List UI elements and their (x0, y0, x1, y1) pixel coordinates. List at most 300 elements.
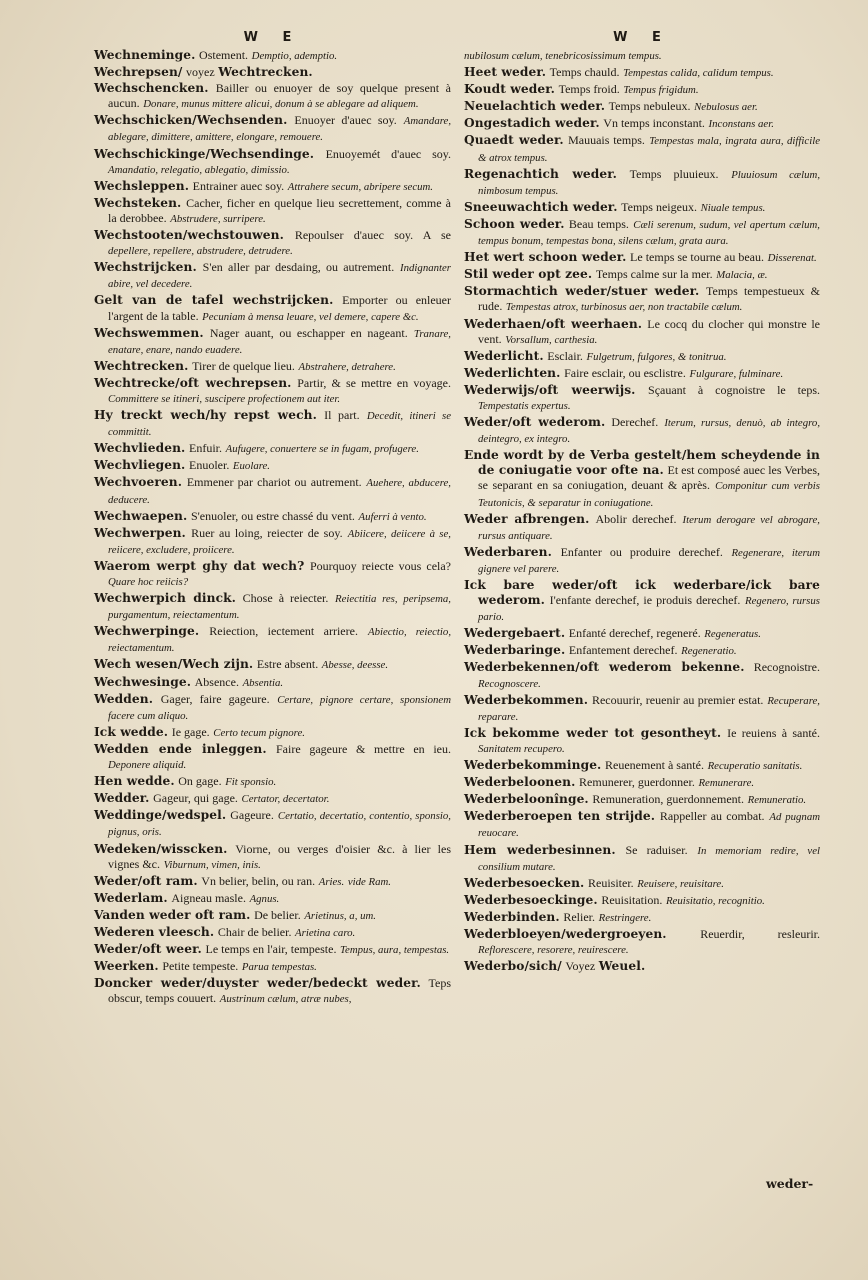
french-gloss: I'enfante derechef, ie produis derechef. (549, 593, 741, 608)
dictionary-entry (464, 660, 820, 691)
dictionary-entry (94, 458, 451, 474)
dictionary-entry (94, 147, 451, 178)
latin-gloss: Amandare, ablegare, dimittere, amittere, elongare, remouere. (108, 115, 452, 144)
latin-gloss: Disserenat. (767, 252, 817, 265)
headword: Sneeuwachtich weder. (464, 199, 618, 214)
latin-gloss: Restringere. (598, 911, 652, 924)
latin-gloss: Parua tempestas. (241, 961, 317, 974)
headword: Wederbekomminge. (464, 758, 602, 773)
dictionary-entry (464, 512, 820, 544)
headword: Hy treckt wech/hy repst wech. (94, 408, 317, 423)
headword: Wechsteken. (94, 195, 182, 210)
french-gloss: Temps froid. (558, 82, 620, 97)
french-gloss: Ie reuiens à santé. (727, 725, 821, 740)
french-gloss: Ie gage. (171, 724, 210, 739)
french-gloss: Reuisiter. (587, 875, 634, 890)
headword: Quaedt weder. (464, 133, 564, 148)
latin-gloss: Componitur cum verbis Teutonicis, & separatur in coniugatione. (478, 480, 820, 509)
headword: Wedder. (94, 791, 150, 806)
dictionary-entry (94, 908, 451, 924)
dictionary-entry (94, 742, 451, 773)
latin-gloss: Aries. (318, 875, 345, 888)
french-gloss: Remunerer, guerdonner. (579, 775, 695, 790)
headword: Wechstrijcken. (94, 260, 197, 275)
latin-gloss: Inconstans aer. (708, 118, 774, 131)
headword: Vanden weder oft ram. (94, 907, 251, 922)
french-gloss: Bailler ou enuoyer de soy quelque present à aucun. (108, 81, 452, 111)
headword: Wederbaren. (464, 544, 552, 559)
latin-gloss: Reuisere, reuisitare. (637, 877, 724, 890)
dictionary-entry (94, 808, 451, 840)
headword: Gelt van de tafel wechstrijcken. (94, 293, 334, 308)
latin-gloss: Remunerare. (698, 777, 755, 790)
dictionary-entry (94, 591, 451, 623)
latin-gloss: Abstrudere, surripere. (170, 212, 266, 225)
latin-gloss: Donare, munus mittere alicui, donum à se ablegare ad aliquem. (143, 98, 419, 111)
dictionary-entry (464, 167, 820, 199)
latin-gloss: Niuale tempus. (700, 201, 766, 214)
latin-gloss: nubilosum cælum, tenebricosissimum tempus. (464, 50, 662, 62)
headword: Hem wederbesinnen. (464, 842, 616, 857)
latin-gloss: Quare hoc reiicis? (108, 576, 189, 588)
headword: Wederbesoecken. (464, 875, 585, 890)
dictionary-entry (94, 725, 451, 741)
latin-gloss: Recuperatio sanitatis. (707, 760, 803, 773)
headword: Wederbeloonînge. (464, 792, 589, 807)
dictionary-entry (464, 267, 820, 283)
dictionary-entry (94, 65, 451, 80)
headword: Wedden ende inleggen. (94, 741, 267, 756)
headword: Weder/oft weer. (94, 942, 202, 957)
latin-gloss: Iterum, rursus, denuò, ab integro, deintegro, ex integro. (478, 417, 821, 446)
french-gloss: Le cocq du clocher qui monstre le vent. (478, 316, 820, 346)
latin-gloss: Certare, pignore certare, sponsionem facere cum aliquo. (108, 693, 451, 722)
french-gloss: Pourquoy reiecte vous cela? (310, 558, 452, 573)
headword: Wederbesoeckinge. (464, 892, 598, 907)
headword: Wechvoeren. (94, 475, 183, 490)
latin-gloss: Cæli serenum, sudum, vel apertum cælum, tempus bonum, tempestas bona, silens cælum, grata aura. (478, 218, 821, 248)
headword: Wechwesinge. (94, 674, 192, 689)
french-gloss: Et est composé auec les Verbes, se separant en sa coniugation, deuant & après. (478, 463, 820, 493)
dictionary-entry (464, 809, 820, 841)
dictionary-entry (464, 643, 820, 659)
dictionary-entry (464, 116, 820, 132)
dictionary-entry (94, 293, 451, 324)
headword: Wederlicht. (464, 348, 544, 363)
french-gloss: Absence. (194, 674, 239, 689)
dictionary-entry (464, 448, 820, 510)
headword: Wederbekennen/oft wederom bekenne. (464, 660, 745, 675)
dictionary-entry (464, 792, 820, 808)
dictionary-entry (94, 925, 451, 941)
dictionary-entry (464, 758, 820, 774)
french-gloss: Le temps en l'air, tempeste. (205, 942, 337, 957)
latin-gloss: Indignanter abire, vel decedere. (108, 262, 452, 291)
french-gloss: On gage. (178, 774, 222, 789)
dictionary-entry (464, 726, 820, 757)
dictionary-entry (464, 65, 820, 81)
headword: Wederbaringe. (464, 643, 566, 658)
headword: Wederbloeyen/wedergroeyen. (464, 926, 667, 941)
french-gloss: Le temps se tourne au beau. (630, 250, 764, 265)
latin-gloss: Demptio, ademptio. (251, 50, 338, 62)
headword: Wechrepsen/ (94, 65, 183, 80)
french-gloss: Entrainer auec soy. (192, 178, 285, 193)
latin-gloss: Regeneratus. (704, 628, 761, 641)
french-gloss: Nager auant, ou eschapper en nageant. (209, 325, 408, 340)
latin-gloss: Reiectitia res, peripsema, purgamentum, reiectamentum. (108, 593, 451, 622)
headword: Weder afbrengen. (464, 511, 590, 526)
french-gloss: Partir, & se mettre en voyage. (297, 375, 451, 390)
dictionary-entry (464, 217, 820, 249)
headword: Wederwijs/oft weerwijs. (464, 382, 636, 397)
headword: Ick bekomme weder tot gesontheyt. (464, 725, 722, 740)
french-gloss: Gageur, qui gage. (153, 791, 238, 806)
latin-gloss: Certator, decertator. (241, 793, 330, 806)
latin-gloss: Tempus, aura, tempestas. (340, 944, 450, 957)
headword: Wederbeloonen. (464, 775, 576, 790)
latin-gloss: Tempestas atrox, turbinosus aer, non tractabile cælum. (505, 301, 743, 314)
headword: Wechtrecken. (94, 358, 189, 373)
latin-gloss: Nebulosus aer. (694, 101, 758, 114)
latin-gloss: Arietina caro. (295, 926, 356, 939)
latin-gloss: Recuperare, reparare. (478, 694, 820, 723)
latin-gloss: Tranare, enatare, enare, nando euadere. (108, 327, 452, 356)
dictionary-entry (464, 383, 820, 414)
french-gloss: S'en aller par desdaing, ou autrement. (202, 260, 395, 275)
headword: Ick wedde. (94, 724, 169, 739)
latin-gloss: Tempestatis expertus. (478, 399, 571, 412)
dictionary-entry (464, 959, 820, 974)
french-gloss: Vn temps inconstant. (603, 116, 705, 131)
dictionary-entry (94, 441, 451, 457)
headword: Neuelachtich weder. (464, 99, 606, 114)
dictionary-entry (464, 48, 820, 64)
latin-gloss: Auferri à vento. (358, 510, 427, 523)
left-entries (94, 48, 451, 1007)
french-gloss: Voyez (565, 959, 596, 974)
headword: Ongestadich weder. (464, 116, 600, 131)
french-gloss: Temps calme sur la mer. (595, 267, 713, 282)
dictionary-entry (464, 876, 820, 892)
headword: Wech wesen/Wech zijn. (94, 657, 254, 672)
dictionary-entry (464, 693, 820, 725)
dictionary-entry (94, 891, 451, 907)
headword: Wechtrecke/oft wechrepsen. (94, 375, 292, 390)
headword: Wechstooten/wechstouwen. (94, 228, 284, 243)
latin-gloss: depellere, repellere, abstrudere, detrudere. (108, 245, 293, 258)
dictionary-entry (94, 774, 451, 790)
headword: Stil weder opt zee. (464, 267, 593, 282)
headword: Wederen vleesch. (94, 924, 215, 939)
french-gloss: Enfantement derechef. (568, 643, 678, 658)
right-column (464, 30, 820, 975)
french-gloss: Estre absent. (256, 657, 319, 672)
headword: Wechwerpich dinck. (94, 591, 237, 606)
french-gloss: Temps pluuieux. (629, 166, 719, 181)
dictionary-entry (464, 317, 820, 348)
french-gloss: Enfanté derechef, regeneré. (568, 626, 701, 641)
dictionary-entry (464, 366, 820, 382)
french-gloss: Sçauant à cognoistre le teps. (648, 382, 820, 397)
french-gloss: Remuneration, guerdonnement. (592, 792, 744, 807)
dictionary-entry (94, 692, 451, 724)
french-gloss: De belier. (254, 907, 301, 922)
latin-gloss: In memoriam redire, vel consilium mutare. (478, 844, 820, 873)
latin-gloss: Pluuiosum cælum, nimbosum tempus. (478, 168, 821, 197)
dictionary-entry (464, 200, 820, 216)
dictionary-entry (94, 842, 451, 873)
dictionary-entry (94, 196, 451, 227)
dictionary-entry (94, 359, 451, 375)
headword: Wechschencken. (94, 81, 209, 96)
headword: Ende wordt by de Verba gestelt/hem scheydende in de coniugatie voor ofte na. (464, 448, 820, 478)
latin-gloss: Euolare. (232, 460, 271, 473)
latin-gloss: Amandatio, relegatio, ablegatio, dimissio. (108, 163, 290, 176)
latin-gloss: Fulgurare, fulminare. (689, 367, 784, 380)
dictionary-entry (464, 775, 820, 791)
headword: Wedergebaert. (464, 626, 566, 641)
french-gloss: Recognoistre. (753, 660, 821, 675)
left-column-header: W E (243, 30, 302, 45)
headword: Heet weder. (464, 65, 547, 80)
dictionary-entry (464, 893, 820, 909)
french-gloss: Reiection, iectement arriere. (209, 624, 358, 639)
french-gloss: Petite tempeste. (162, 959, 239, 974)
french-gloss: Chose à reiecter. (242, 591, 329, 606)
french-gloss: Enuoyer d'auec soy. (294, 113, 397, 128)
french-gloss: S'enuoler, ou estre chassé du vent. (190, 508, 355, 523)
headword: Ick bare weder/oft ick wederbare/ick bare wederom. (464, 578, 820, 608)
french-gloss: Viorne, ou verges d'oisier &c. à lier les vignes &c. (108, 841, 451, 871)
dictionary-entry (464, 578, 820, 625)
dictionary-entry (464, 99, 820, 115)
french-gloss: Gager, faire gageure. (160, 691, 270, 706)
latin-gloss: Fulgetrum, fulgores, & tonitrua. (586, 350, 727, 363)
dictionary-entry (94, 526, 451, 558)
dictionary-entry (94, 942, 451, 958)
latin-gloss: Agnus. (249, 892, 280, 905)
latin-gloss: Abesse, deesse. (321, 659, 389, 672)
headword: Weerken. (94, 959, 159, 974)
latin-gloss: Iterum derogare vel abrogare, rursus antiquare. (478, 513, 820, 542)
dictionary-entry (464, 415, 820, 447)
dictionary-entry (94, 228, 451, 259)
french-gloss: voyez (186, 65, 215, 80)
french-gloss: Enfanter ou produire derechef. (560, 544, 723, 559)
latin-gloss: Tempestas calida, calidum tempus. (623, 67, 774, 80)
dictionary-entry (94, 624, 451, 656)
headword: Wechvliegen. (94, 458, 186, 473)
headword: Wechschickinge/Wechsendinge. (94, 146, 315, 161)
headword: Koudt weder. (464, 82, 555, 97)
headword: Wechvlieden. (94, 441, 186, 456)
headword: Wederbinden. (464, 909, 560, 924)
headword: Wederbo/sich/ (464, 959, 562, 974)
french-gloss: Emporter ou enleuer l'argent de la table. (108, 293, 451, 323)
latin-gloss: Reuisitatio, recognitio. (665, 894, 765, 907)
french-gloss: Enfuir. (189, 441, 222, 456)
dictionary-entry (94, 48, 451, 64)
french-gloss: Temps nebuleux. (608, 99, 691, 114)
french-gloss: Il part. (324, 408, 360, 423)
latin-gloss: Ad pugnam reuocare. (478, 811, 821, 840)
see-also: vide Ram. (347, 875, 391, 888)
latin-gloss: Pecuniam à mensa leuare, vel demere, capere &c. (202, 310, 419, 323)
latin-gloss: Absentia. (242, 676, 284, 689)
dictionary-entry (464, 133, 820, 165)
french-gloss: Se raduiser. (625, 842, 688, 857)
latin-gloss: Viburnum, vimen, inis. (163, 858, 261, 871)
latin-gloss: Sanitatem recupero. (478, 742, 565, 755)
latin-gloss: Tempus frigidum. (623, 84, 699, 97)
french-gloss: Reuenement à santé. (605, 758, 704, 773)
french-gloss: Beau temps. (568, 216, 629, 231)
dictionary-entry (464, 284, 820, 315)
dictionary-entry (94, 675, 451, 691)
left-column (94, 30, 451, 1008)
latin-gloss: Vorsallum, carthesia. (505, 333, 598, 346)
headword: Wederlichten. (464, 365, 561, 380)
dictionary-entry (464, 927, 820, 958)
latin-gloss: Aufugere, conuertere se in fugam, profugere. (225, 443, 419, 456)
french-gloss: Ruer au loing, reiecter de soy. (191, 525, 343, 540)
headword: Stormachtich weder/stuer weder. (464, 284, 700, 299)
headword: Weddinge/wedspel. (94, 808, 227, 823)
latin-gloss: Auehere, abducere, deducere. (108, 477, 452, 506)
dictionary-entry (94, 475, 451, 507)
headword: Doncker weder/duyster weder/bedeckt weder. (94, 976, 421, 991)
catchword: weder- (766, 1176, 814, 1191)
dictionary-entry (94, 326, 451, 358)
french-gloss: Rappeller au combat. (659, 809, 765, 824)
dictionary-entry (94, 113, 451, 145)
latin-gloss: Certatio, decertatio, contentio, sponsio, pignus, oris. (108, 810, 452, 839)
cross-reference: Weuel. (598, 959, 646, 974)
french-gloss: Abolir derechef. (595, 511, 677, 526)
dictionary-entry (464, 250, 820, 266)
latin-gloss: Committere se itineri, suscipere profectionem aut iter. (108, 392, 341, 405)
dictionary-entry (94, 976, 451, 1007)
latin-gloss: Malacia, æ. (716, 269, 768, 282)
dictionary-entry (464, 545, 820, 577)
french-gloss: Ostement. (199, 48, 249, 62)
headword: Wedden. (94, 691, 154, 706)
french-gloss: Chair de belier. (217, 924, 292, 939)
latin-gloss: Regenerare, iterum gignere vel parere. (478, 546, 821, 575)
french-gloss: Relier. (563, 909, 596, 924)
headword: Wechwerpinge. (94, 624, 200, 639)
french-gloss: Cacher, ficher en quelque lieu secrettement, comme à la derobbee. (108, 195, 452, 225)
latin-gloss: Regeneratio. (681, 645, 737, 658)
french-gloss: Teps obscur, temps couuert. (108, 976, 452, 1006)
headword: Wechschicken/Wechsenden. (94, 113, 288, 128)
latin-gloss: Recognoscere. (478, 677, 541, 690)
dictionary-entry (464, 910, 820, 926)
headword: Weder/oft wederom. (464, 415, 606, 430)
headword: Wederberoepen ten strijde. (464, 809, 656, 824)
latin-gloss: Regenero, rursus pario. (478, 595, 820, 624)
french-gloss: Esclair. (547, 348, 583, 363)
dictionary-entry (464, 82, 820, 98)
latin-gloss: Attrahere secum, abripere secum. (287, 180, 434, 193)
headword: Schoon weder. (464, 216, 565, 231)
headword: Wedeken/wisscken. (94, 841, 228, 856)
latin-gloss: Abiectio, reiectio, reiectamentum. (108, 626, 452, 655)
latin-gloss: Reflorescere, resorere, reuirescere. (478, 944, 629, 957)
french-gloss: Repoulser d'auec soy. A se (294, 228, 452, 243)
french-gloss: Temps tempestueux & rude. (478, 284, 821, 314)
french-gloss: Recouurir, reuenir au premier estat. (591, 692, 764, 707)
headword: Regenachtich weder. (464, 166, 617, 181)
headword: Waerom werpt ghy dat wech? (94, 558, 305, 573)
dictionary-entry (464, 626, 820, 642)
latin-gloss: Abiicere, deiicere à se, reiicere, excludere, proiicere. (108, 527, 452, 556)
french-gloss: Enuoyemét d'auec soy. (325, 146, 452, 161)
dictionary-entry (464, 349, 820, 365)
latin-gloss: Abstrahere, detrahere. (298, 360, 396, 373)
headword: Wechswemmen. (94, 325, 204, 340)
latin-gloss: Remuneratio. (747, 794, 807, 807)
latin-gloss: Decedit, itineri se committit. (108, 410, 452, 439)
headword: Wederbekommen. (464, 692, 589, 707)
dictionary-entry (94, 376, 451, 407)
dictionary-entry (94, 559, 451, 590)
headword: Hen wedde. (94, 774, 175, 789)
french-gloss: Temps neigeux. (621, 199, 697, 214)
latin-gloss: Certo tecum pignore. (213, 726, 305, 739)
latin-gloss: Austrinum cælum, atræ nubes, (219, 993, 352, 1006)
dictionary-entry (94, 791, 451, 807)
headword: Weder/oft ram. (94, 873, 198, 888)
latin-gloss: Arietinus, a, um. (304, 909, 376, 922)
french-gloss: Reuerdir, resleurir. (700, 926, 820, 941)
headword: Wechwaepen. (94, 508, 188, 523)
dictionary-entry (94, 657, 451, 673)
dictionary-entry (94, 179, 451, 195)
french-gloss: Mauuais temps. (568, 133, 645, 148)
headword: Het wert schoon weder. (464, 250, 627, 265)
french-gloss: Tirer de quelque lieu. (192, 358, 295, 373)
french-gloss: Vn belier, belin, ou ran. (201, 873, 316, 888)
headword: Wechsleppen. (94, 178, 190, 193)
french-gloss: Temps chauld. (549, 65, 620, 80)
french-gloss: Derechef. (611, 415, 659, 430)
headword: Wechneminge. (94, 48, 196, 62)
dictionary-entry (94, 81, 451, 112)
french-gloss: Faire gageure & mettre en ieu. (276, 741, 451, 756)
headword: Wederlam. (94, 890, 168, 905)
latin-gloss: Fit sponsio. (225, 776, 277, 789)
dictionary-entry (94, 408, 451, 440)
french-gloss: Emmener par chariot ou autrement. (186, 475, 362, 490)
french-gloss: Reuisitation. (601, 892, 663, 907)
french-gloss: Gageure. (230, 808, 274, 823)
french-gloss: Faire esclair, ou esclistre. (564, 365, 686, 380)
latin-gloss: Tempestas mala, ingrata aura, difficile & atrox tempus. (478, 135, 821, 164)
dictionary-entry (94, 959, 451, 975)
right-column-header: W E (613, 30, 671, 45)
latin-gloss: Deponere aliquid. (108, 759, 187, 772)
headword: Wederhaen/oft weerhaen. (464, 316, 643, 331)
dictionary-entry (464, 843, 820, 875)
cross-reference: Wechtrecken. (218, 65, 313, 80)
dictionary-entry (94, 874, 451, 890)
right-entries (464, 48, 820, 974)
dictionary-entry (94, 509, 451, 525)
french-gloss: Aigneau masle. (171, 890, 246, 905)
french-gloss: Enuoler. (189, 458, 230, 473)
